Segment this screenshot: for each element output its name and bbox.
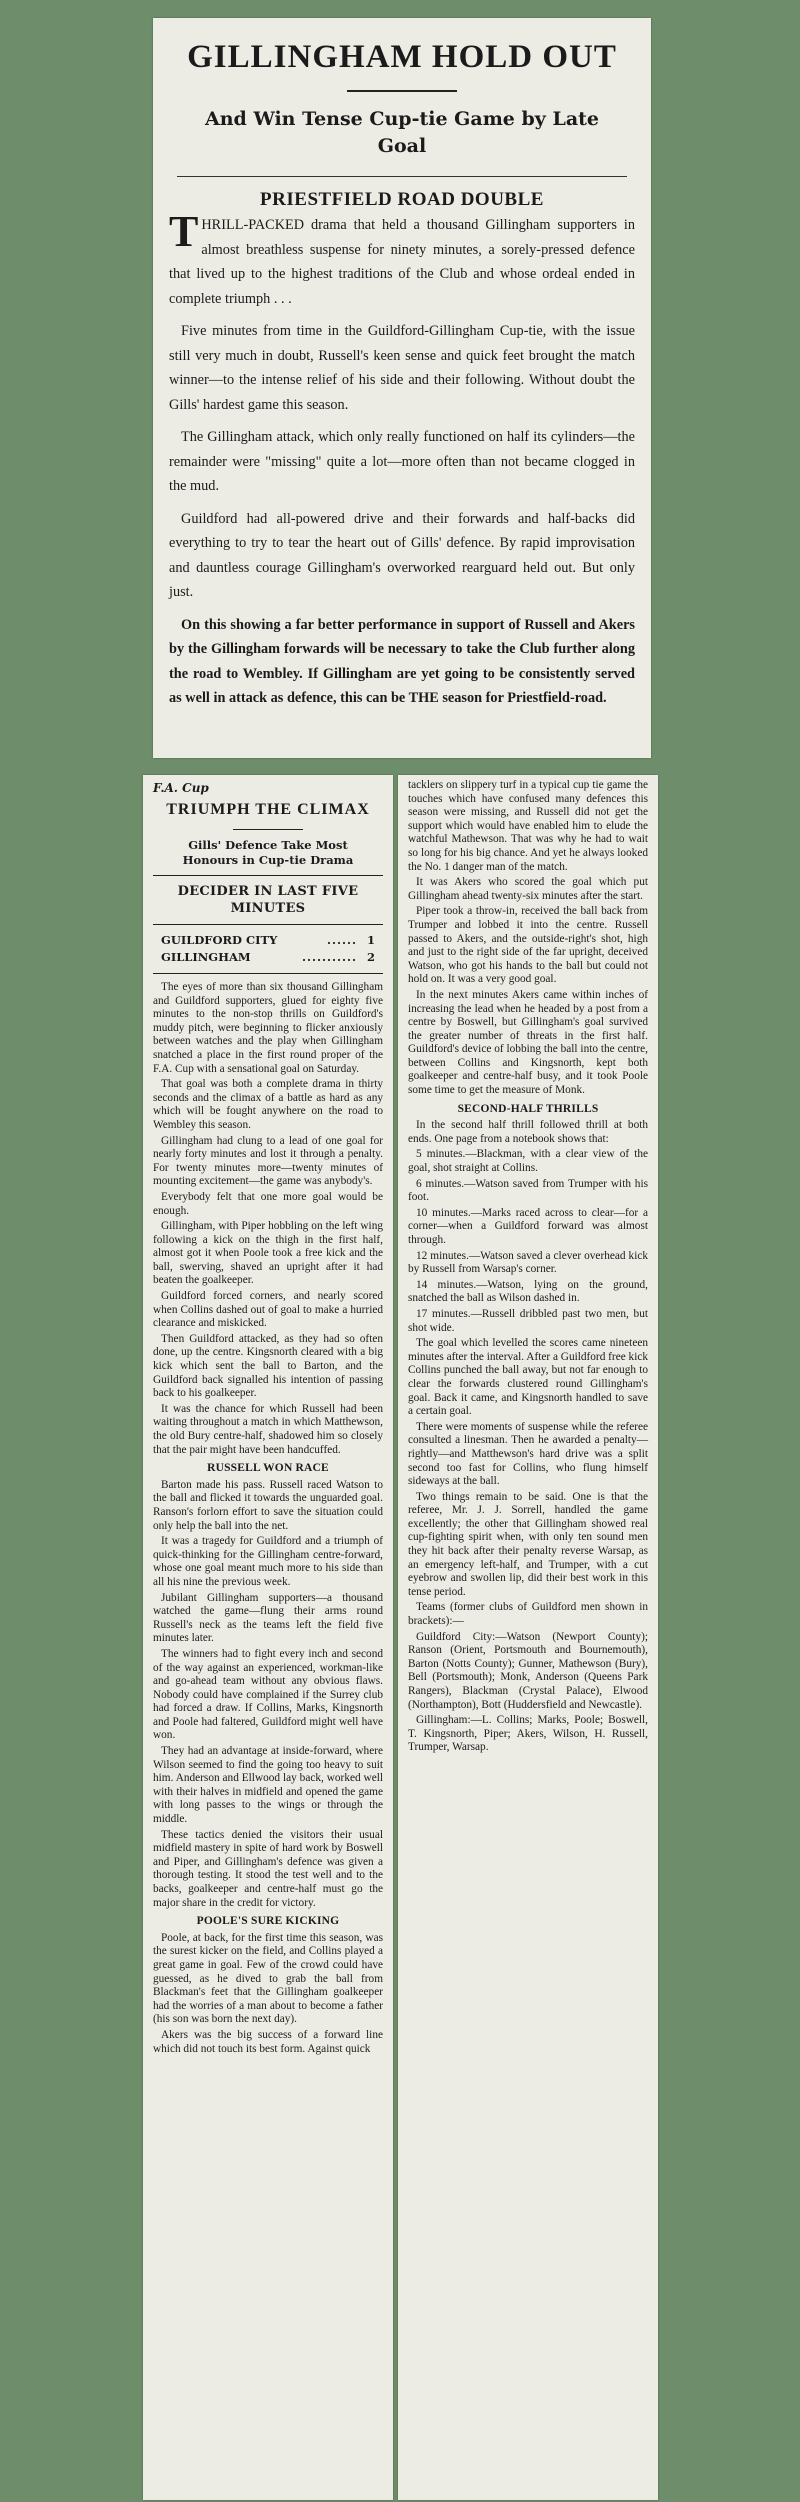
top-subheadline: And Win Tense Cup-tie Game by Late Goal	[205, 108, 599, 157]
subheadline-rule	[177, 176, 627, 177]
left-subheadline: Gills' Defence Take Most Honours in Cup-tie Drama	[182, 838, 354, 867]
top-paragraph-text: HRILL-PACKED drama that held a thousand Gillingham supporters in almost breathless suspense for ninety minutes, a sorely-pressed defence that lived up to the highest traditions of the Club and whose ordeal ended in complete triumph . . .	[169, 217, 635, 307]
left-body	[153, 981, 383, 2056]
left-paragraph: It was the chance for which Russell had been waiting throughout a match in which Matthewson, the old Bury centre-half, shadowed him so closely that the pair might have been handcuffed.	[153, 1402, 383, 1456]
right-body	[408, 779, 648, 1755]
left-divider	[153, 973, 383, 974]
score-leader-dots: ...........	[301, 950, 357, 964]
left-paragraph: Then Guildford attacked, as they had so often done, up the centre. Kingsnorth cleared with a big kick which sent the ball to Barton, and the Guildford back signalled his intention of passing back to his goalkeeper.	[153, 1332, 383, 1400]
right-paragraph: There were moments of suspense while the referee consulted a linesman. Then he awarded a penalty—rightly—and Matthewson's hard drive was a split second too fast for Collins, who flung himself sideways at the ball.	[408, 1420, 648, 1488]
headline-rule	[347, 90, 457, 92]
right-paragraph: The goal which levelled the scores came nineteen minutes after the interval. After a Guildford free kick Collins punched the ball away, but not far enough to clear the forwards clustered round Gillingham's goal. Back it came, and Kingsnorth handled to save a certain goal.	[408, 1337, 648, 1418]
left-paragraph: Akers was the big success of a forward line which did not touch its best form. Against quick	[153, 2028, 383, 2055]
top-paragraph	[169, 207, 635, 311]
top-article-clipping	[153, 18, 651, 758]
left-paragraph: The eyes of more than six thousand Gillingham and Guildford supporters, glued for eighty five minutes to the non-stop thrills on Guildford's muddy pitch, were beginning to flicker anxiously between watches and the play when Gillingham snatched a place in the first round proper of the F.A. Cup with a sensational goal on Saturday.	[153, 981, 383, 1075]
left-paragraph: Gillingham had clung to a lead of one goal for nearly forty minutes and lost it through a penalty. For twenty minutes more—twenty minutes of mounting excitement—the game was anybody's.	[153, 1134, 383, 1188]
left-divider	[153, 875, 383, 876]
left-paragraph: Poole, at back, for the first time this season, was the surest kicker on the field, and Collins played a great game in goal. Few of the crowd could have guessed, as he dived to grab the ball from Blackman's feet that the Gillingham goalkeeper had the worries of a man about to become a father (his son was born the next day).	[153, 1931, 383, 2026]
left-paragraph: Guildford forced corners, and nearly scored when Collins dashed out of goal to make a hurried clearance and miskicked.	[153, 1290, 383, 1330]
right-paragraph: Guildford City:—Watson (Newport County); Ranson (Orient, Portsmouth and Bournemouth), Barton (Notts County); Gunner, Mathewson (Bury), Bell (Portsmouth); Monk, Anderson (Queens Park Rangers), Blackman (Crystal Palace), Elwood (Northampton), Bott (Huddersfield and Newcastle).	[408, 1630, 648, 1711]
top-paragraph: The Gillingham attack, which only really functioned on half its cylinders—the remainder were "missing" quite a lot—more often than not became clogged in the mud.	[169, 429, 635, 494]
top-paragraph: On this showing a far better performance in support of Russell and Akers by the Gillingham forwards will be necessary to take the Club further along the road to Wembley. If Gillingham are yet going to be consistently served as well in attack as defence, this can be THE season for Priestfield-road.	[169, 616, 635, 706]
top-headline: GILLINGHAM HOLD OUT	[187, 39, 617, 75]
top-paragraph: Guildford had all-powered drive and their forwards and half-backs did everything to try to tear the heart out of Gills' defence. By rapid improvisation and dauntless courage Gillingham's overworked rearguard held out. But only just.	[169, 510, 635, 600]
right-paragraph: 12 minutes.—Watson saved a clever overhead kick by Russell from Warsap's corner.	[408, 1249, 648, 1276]
left-headline: TRIUMPH THE CLIMAX	[166, 801, 370, 818]
right-column-clipping	[398, 775, 658, 2500]
left-column-clipping	[143, 775, 393, 2500]
left-paragraph: Barton made his pass. Russell raced Watson to the ball and flicked it towards the unguarded goal. Ranson's forlorn effort to save the situation could only help the ball into the net.	[153, 1478, 383, 1532]
section-kicker: F.A. Cup	[153, 781, 209, 795]
right-subsection-heading: SECOND-HALF THRILLS	[457, 1102, 599, 1115]
score-team: GUILDFORD CITY	[161, 933, 278, 947]
left-paragraph: Jubilant Gillingham supporters—a thousand watched the game—flung their arms round Russell's neck as the teams left the field five minutes later.	[153, 1591, 383, 1645]
right-paragraph: Teams (former clubs of Guildford men shown in brackets):—	[408, 1601, 648, 1628]
right-paragraph: 10 minutes.—Marks raced across to clear—for a corner—when a Guildford forward was almost through.	[408, 1206, 648, 1246]
score-goals: 1	[366, 933, 375, 947]
score-row	[153, 949, 383, 966]
score-leader-dots: ......	[326, 933, 357, 947]
left-divider	[153, 924, 383, 925]
right-paragraph: Two things remain to be said. One is that the referee, Mr. J. J. Sorrell, handled the game excellently; the other that Gillingham showed real cup-fighting spirit when, with only ten sound men they hit back after their penalty reverse Warsap, as an emergency left-half, and Trumper, with a cut eyebrow and swollen lip, did their best work in this tense period.	[408, 1490, 648, 1598]
right-paragraph: 14 minutes.—Watson, lying on the ground, snatched the ball as Wilson dashed in.	[408, 1278, 648, 1305]
right-paragraph: 6 minutes.—Watson saved from Trumper with his foot.	[408, 1177, 648, 1204]
score-team: GILLINGHAM	[161, 950, 251, 964]
left-paragraph: That goal was both a complete drama in thirty seconds and the climax of a battle as hard as any which will be fought anywhere on the road to Wembley this season.	[153, 1078, 383, 1131]
top-paragraph: Five minutes from time in the Guildford-Gillingham Cup-tie, with the issue still very much in doubt, Russell's keen sense and quick feet brought the match winner—to the intense relief of his side and their following. Without doubt the Gills' hardest game this season.	[169, 323, 635, 413]
right-paragraph: 5 minutes.—Blackman, with a clear view of the goal, shot straight at Collins.	[408, 1148, 648, 1175]
score-goals: 2	[366, 950, 375, 964]
left-subsection-heading: RUSSELL WON RACE	[207, 1462, 329, 1475]
left-paragraph: They had an advantage at inside-forward, where Wilson seemed to find the going too heavy to suit him. Anderson and Ellwood lay back, worked well with their halves in midfield and opened the game with long passes to the wings or through the middle.	[153, 1745, 383, 1826]
left-subsection-heading: POOLE'S SURE KICKING	[196, 1915, 340, 1928]
left-paragraph: The winners had to fight every inch and second of the way against an experienced, workman-like and go-ahead team without any obvious flaws. Nobody could have complained if the Surrey club had forced a draw. If Collins, Marks, Kingsnorth and Poole had faltered, Guildford might well have won.	[153, 1647, 383, 1742]
left-paragraph: Everybody felt that one more goal would be enough.	[153, 1190, 383, 1217]
right-paragraph: Gillingham:—L. Collins; Marks, Poole; Boswell, T. Kingsnorth, Piper; Akers, Wilson, H. Russell, Trumper, Warsap.	[408, 1714, 648, 1754]
right-paragraph: It was Akers who scored the goal which put Gillingham ahead twenty-six minutes after the start.	[408, 876, 648, 902]
left-paragraph: It was a tragedy for Guildford and a triumph of quick-thinking for the Gillingham centre-forward, whose one goal meant much more to his side than all his nine the previous week.	[153, 1535, 383, 1588]
right-paragraph: tacklers on slippery turf in a typical cup tie game the touches which have confused many defences this season were missing, and Russell did not get the support which would have enabled him to elude the watchful Mathewson. That was why he had to wait so long for his big chance. And yet he always looked the No. 1 danger man of the match.	[408, 779, 648, 873]
right-paragraph: Piper took a throw-in, received the ball back from Trumper and lobbed it into the centre. Russell passed to Akers, and the outside-right's shot, high and just to the right side of the far upright, deceived Watson, who got his hands to the ball but could not hold on. It was a very good goal.	[408, 905, 648, 986]
score-row	[153, 932, 383, 949]
right-paragraph: In the second half thrill followed thrill at both ends. One page from a notebook shows that:	[408, 1119, 648, 1145]
left-section-heading: DECIDER IN LAST FIVE MINUTES	[177, 884, 359, 916]
right-paragraph: In the next minutes Akers came within inches of increasing the lead when he headed by a post from a centre by Boswell, but Gillingham's goal survived the greater number of threats in the first half. Guildford's device of lobbing the ball into the centre, between Collins and Kingsnorth, kept both goalkeeper and centre-half busy, and it took Poole some time to get the measure of Monk.	[408, 988, 648, 1097]
right-paragraph: 17 minutes.—Russell dribbled past two men, but shot wide.	[408, 1307, 648, 1334]
left-headline-rule	[233, 829, 303, 830]
drop-cap: T	[169, 207, 199, 256]
left-paragraph: Gillingham, with Piper hobbling on the left wing following a kick on the thigh in the first half, almost got it when Poole took a free kick and the ball, swerving, shaved an upright after it had beaten the goalkeeper.	[153, 1220, 383, 1287]
left-paragraph: These tactics denied the visitors their usual midfield mastery in spite of hard work by Boswell and Piper, and Gillingham's defence was given a thorough testing. It stood the test well and to the backs, goalkeeper and centre-half must go the major share in the credit for victory.	[153, 1828, 383, 1909]
top-section-heading: PRIESTFIELD ROAD DOUBLE	[260, 189, 544, 210]
